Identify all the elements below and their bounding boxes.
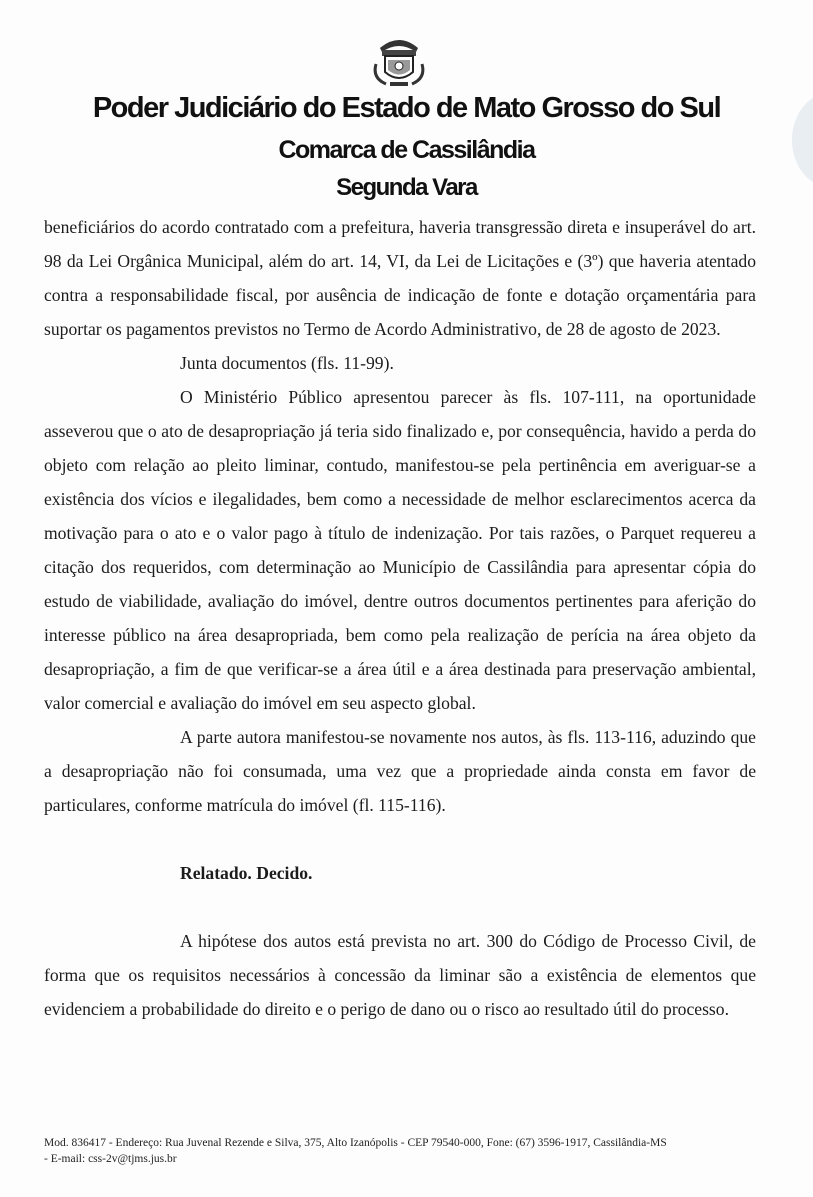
paragraph: A parte autora manifestou-se novamente nos autos, às fls. 113-116, aduzindo que a desapropriação não foi consumada, uma vez que a propriedade ainda consta em favor de particulares, conforme matrícula do imóvel (fl. 115-116). [44,727,756,815]
paragraph: O Ministério Público apresentou parecer às fls. 107-111, na oportunidade asseverou que o ato de desapropriação já teria sido finalizado e, por consequência, havido a perda do objeto com relação ao pleito liminar, contudo, manifestou-se pela pertinência em averiguar-se a existência dos vícios e ilegalidades, bem como a necessidade de melhor esclarecimentos acerca da motivação para o ato e o valor pago à título de indenização. Por tais razões, o Parquet requereu a citação dos requeridos, com determinação ao Município de Cassilândia para apresentar cópia do estudo de viabilidade, avaliação do imóvel, dentre outros documentos pertinentes para aferição do interesse público na área desapropriada, bem como pela realização de perícia na área objeto da desapropriação, a fim de que verificar-se a área útil e a área destinada para preservação ambiental, valor comercial e avaliação do imóvel em seu aspecto global. [44,387,756,713]
court-title: Poder Judiciário do Estado de Mato Grosso do Sul [92,92,721,124]
footer-address: Mod. 836417 - Endereço: Rua Juvenal Rezende e Silva, 375, Alto Izanópolis - CEP 79540-000, Fone: (67) 3596-1917, Cassilândia-MS [44,1137,667,1149]
document-body [44,210,756,1026]
court-division-title: Segunda Vara [336,174,477,201]
paragraph: Junta documentos (fls. 11-99). [180,353,394,373]
coat-of-arms-emblem [368,30,430,92]
section-heading: Relatado. Decido. [180,863,313,883]
footer-email: - E-mail: css-2v@tjms.jus.br [44,1153,177,1165]
paragraph: beneficiários do acordo contratado com a prefeitura, haveria transgressão direta e insuperável do art. 98 da Lei Orgânica Municipal, além do art. 14, VI, da Lei de Licitações e (3º) que haveria atentado contra a responsabilidade fiscal, por ausência de indicação de fonte e dotação orçamentária para suportar os pagamentos previstos no Termo de Acordo Administrativo, de 28 de agosto de 2023. [44,217,756,339]
district-title: Comarca de Cassilândia [278,136,535,164]
document-footer [44,1135,774,1167]
paragraph: A hipótese dos autos está prevista no art. 300 do Código de Processo Civil, de forma que os requisitos necessários à concessão da liminar são a existência de elementos que evidenciem a probabilidade do direito e o perigo de dano ou o risco ao resultado útil do processo. [44,931,756,1019]
